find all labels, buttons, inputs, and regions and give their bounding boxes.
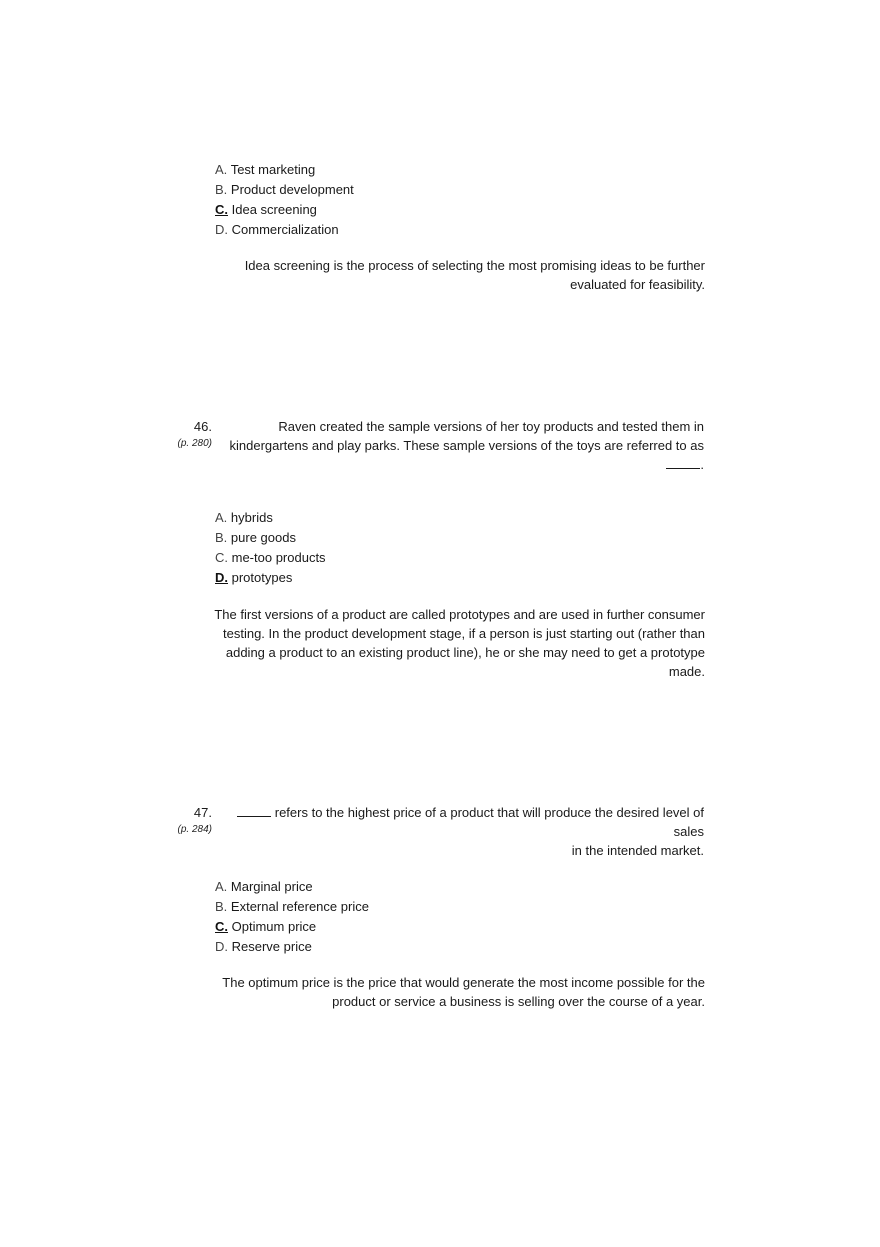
question-line: in the intended market.	[571, 843, 704, 858]
option-text: me-too products	[231, 550, 326, 565]
correct-option-letter: C.	[215, 202, 228, 217]
option-letter: D.	[215, 939, 228, 954]
explanation-line: The first versions of a product are called prototypes and are used in further consumer	[214, 607, 705, 622]
option-letter: B.	[215, 899, 228, 914]
option-letter: A.	[215, 510, 228, 525]
q45-options	[215, 160, 354, 240]
explanation-line: evaluated for feasibility.	[570, 277, 705, 292]
q45-option-d	[215, 220, 354, 240]
option-text: External reference price	[230, 899, 369, 914]
q46-option-a	[215, 508, 326, 528]
q46-explanation	[200, 605, 705, 681]
option-text: Marginal price	[230, 879, 313, 894]
q46-options	[215, 508, 326, 588]
explanation-line: adding a product to an existing product line), he or she may need to get a prototype	[225, 645, 705, 660]
q46-number: 46.	[193, 419, 212, 434]
option-text: Optimum price	[231, 919, 317, 934]
option-letter: D.	[215, 222, 228, 237]
q45-explanation	[220, 256, 705, 294]
q47-explanation	[205, 973, 705, 1011]
option-text: Reserve price	[231, 939, 312, 954]
q47-options	[215, 877, 369, 957]
q46-page-ref: (p. 280)	[177, 438, 212, 449]
option-text: Product development	[230, 182, 354, 197]
option-letter: B.	[215, 530, 228, 545]
answer-blank: .	[220, 455, 704, 474]
question-line: Raven created the sample versions of her toy products and tested them in	[278, 419, 704, 434]
q47-number: 47.	[193, 805, 212, 820]
q46-option-b	[215, 528, 326, 548]
option-letter: A.	[215, 162, 228, 177]
explanation-line: The optimum price is the price that would generate the most income possible for the	[222, 975, 705, 990]
q47-option-c	[215, 917, 369, 937]
option-text: Test marketing	[230, 162, 316, 177]
q47-option-a	[215, 877, 369, 897]
blank-line	[666, 457, 700, 469]
q46-option-c	[215, 548, 326, 568]
question-line	[210, 803, 704, 841]
q45-option-b	[215, 180, 354, 200]
q46-question	[220, 417, 704, 474]
option-text: prototypes	[231, 570, 293, 585]
question-text: refers to the highest price of a product that will produce the desired level of sales	[274, 805, 704, 839]
option-text: pure goods	[230, 530, 296, 545]
explanation-line: Idea screening is the process of selecting the most promising ideas to be further	[244, 258, 705, 273]
q47-question	[210, 803, 704, 860]
option-letter: A.	[215, 879, 228, 894]
q46-option-d	[215, 568, 326, 588]
explanation-line: product or service a business is selling over the course of a year.	[332, 994, 705, 1009]
explanation-line: testing. In the product development stage, if a person is just starting out (rather than	[223, 626, 705, 641]
q45-option-c	[215, 200, 354, 220]
q47-page-ref: (p. 284)	[177, 824, 212, 835]
option-letter: C.	[215, 550, 228, 565]
q47-option-b	[215, 897, 369, 917]
blank-line	[237, 805, 271, 817]
correct-option-letter: C.	[215, 919, 228, 934]
option-letter: B.	[215, 182, 228, 197]
correct-option-letter: D.	[215, 570, 228, 585]
explanation-line: made.	[668, 664, 705, 679]
option-text: Idea screening	[231, 202, 317, 217]
q47-option-d	[215, 937, 369, 957]
question-line: kindergartens and play parks. These sample versions of the toys are referred to as	[229, 438, 704, 453]
q45-option-a	[215, 160, 354, 180]
option-text: hybrids	[230, 510, 273, 525]
option-text: Commercialization	[231, 222, 339, 237]
